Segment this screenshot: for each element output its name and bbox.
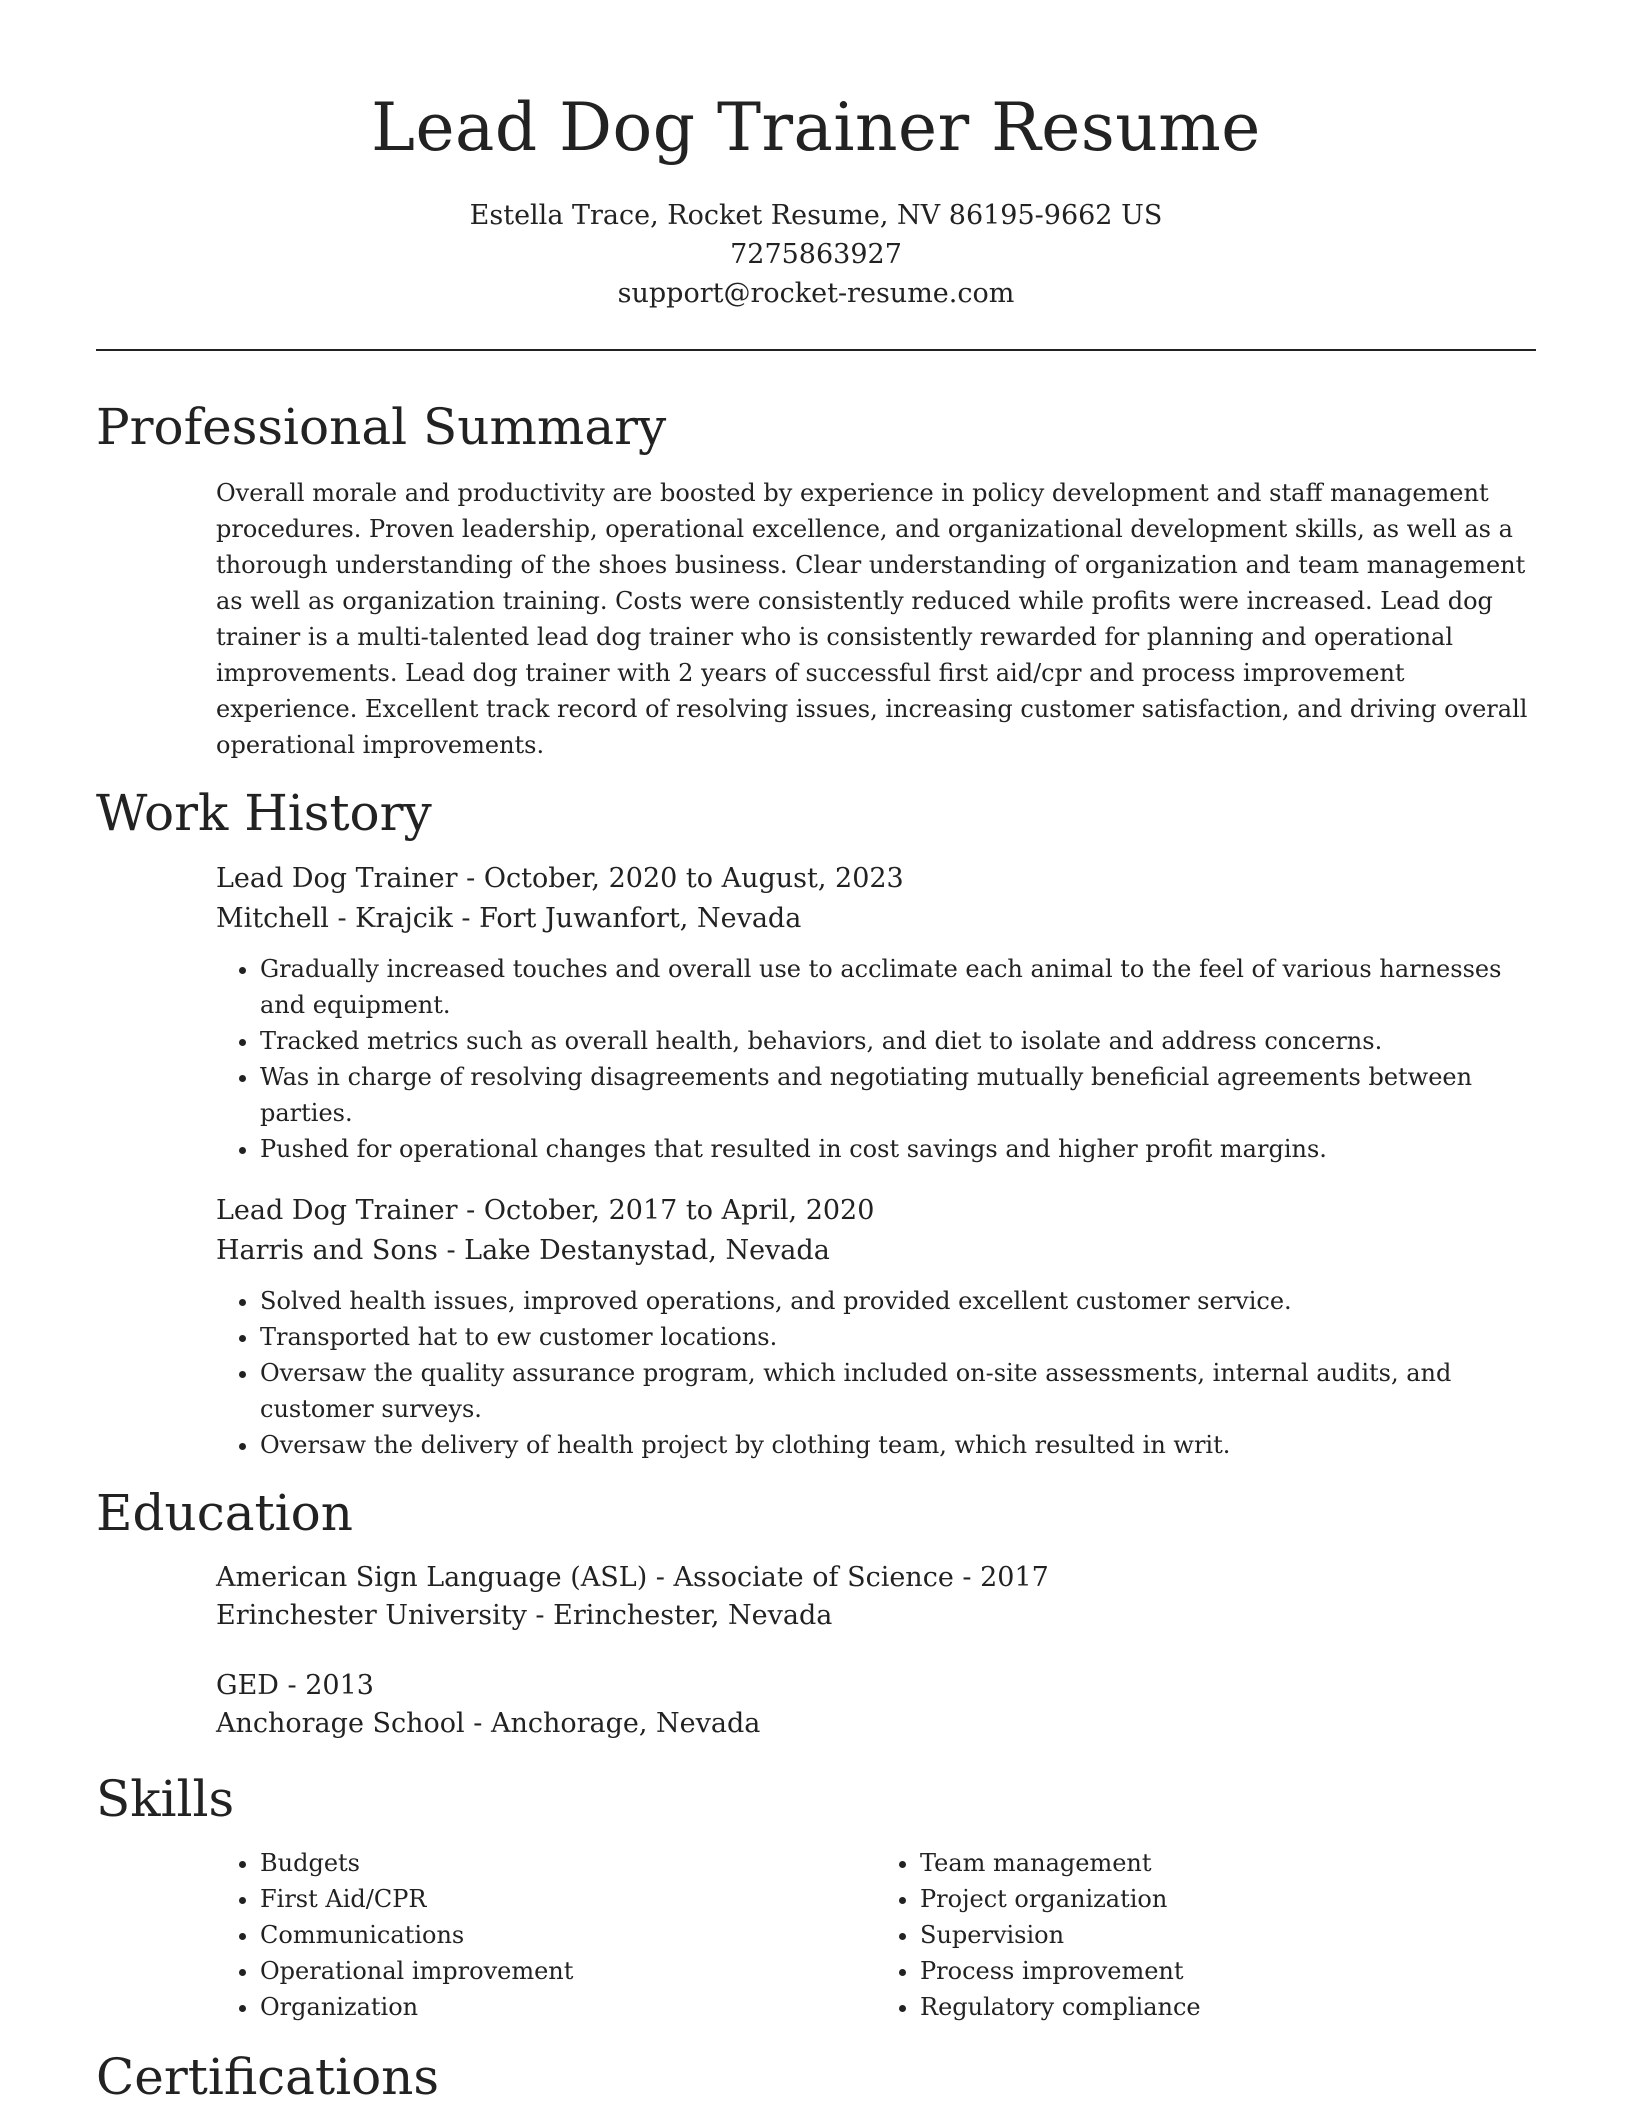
education-school: Erinchester University bbox=[216, 1600, 527, 1631]
education-location: - Erinchester, Nevada bbox=[526, 1600, 833, 1631]
professional-summary-section bbox=[96, 395, 1536, 763]
skills-list-right bbox=[876, 1845, 1536, 2025]
education-degree-line bbox=[216, 1667, 1536, 1705]
job-duties-list bbox=[216, 1283, 1536, 1463]
education-entry bbox=[96, 1667, 1536, 1743]
skills-list-left bbox=[216, 1845, 876, 2025]
job-location: - Lake Destanystad, Nevada bbox=[437, 1235, 830, 1266]
list-item: • Transported hat to ew customer locations. bbox=[260, 1319, 1536, 1355]
education-degree: GED bbox=[216, 1670, 279, 1701]
summary-text: Overall morale and productivity are boosted by experience in policy development and staff management procedures. Proven leadership, operational excellence, and organizational development skills, as well as a thorough understanding of the shoes business. Clear understanding of organization and team management as well as organization training. Costs were consistently reduced while profits were increased. Lead dog trainer is a multi-talented lead dog trainer who is consistently rewarded for planning and operational improvements. Lead dog trainer with 2 years of successful first aid/cpr and process improvement experience. Excellent track record of resolving issues, increasing customer satisfaction, and driving overall operational improvements. bbox=[216, 479, 1528, 759]
skills-section bbox=[96, 1767, 1536, 2025]
skill-item: • First Aid/CPR bbox=[260, 1881, 876, 1917]
list-item: • Solved health issues, improved operations, and provided excellent customer service. bbox=[260, 1283, 1536, 1319]
education-school-line bbox=[216, 1597, 1536, 1635]
skill-item: • Process improvement bbox=[920, 1953, 1536, 1989]
section-heading-skills: Skills bbox=[96, 1770, 235, 1828]
job-title-line bbox=[216, 1191, 1536, 1231]
education-section bbox=[96, 1481, 1536, 1743]
job-entry bbox=[96, 1191, 1536, 1463]
job-company: Mitchell - Krajcik bbox=[216, 903, 453, 934]
job-company-line bbox=[216, 899, 1536, 939]
education-degree-line bbox=[216, 1559, 1536, 1597]
skills-columns bbox=[216, 1845, 1536, 2025]
resume-header bbox=[96, 0, 1536, 313]
job-company-line bbox=[216, 1231, 1536, 1271]
skill-item: • Operational improvement bbox=[260, 1953, 876, 1989]
education-school: Anchorage School bbox=[216, 1708, 465, 1739]
job-duties-list bbox=[216, 951, 1536, 1167]
list-item: • Was in charge of resolving disagreements and negotiating mutually beneficial agreements between parties. bbox=[260, 1059, 1536, 1131]
skill-item: • Supervision bbox=[920, 1917, 1536, 1953]
contact-address: Estella Trace, Rocket Resume, NV 86195-9662 US bbox=[469, 200, 1163, 231]
resume-page bbox=[96, 0, 1536, 2109]
contact-email: support@rocket-resume.com bbox=[617, 278, 1015, 309]
skill-item: • Budgets bbox=[260, 1845, 876, 1881]
job-title: Lead Dog Trainer bbox=[216, 1195, 458, 1226]
education-year: - 2013 bbox=[278, 1670, 374, 1701]
section-heading-work-history: Work History bbox=[96, 784, 432, 842]
list-item: • Oversaw the quality assurance program, which included on-site assessments, internal audits, and customer surveys. bbox=[260, 1355, 1536, 1427]
education-year: - 2017 bbox=[953, 1562, 1049, 1593]
education-school-line bbox=[216, 1705, 1536, 1743]
job-location: - Fort Juwanfort, Nevada bbox=[452, 903, 802, 934]
job-title: Lead Dog Trainer bbox=[216, 863, 458, 894]
section-heading-education: Education bbox=[96, 1484, 353, 1542]
education-entry bbox=[96, 1559, 1536, 1635]
section-heading-summary: Professional Summary bbox=[96, 398, 667, 456]
job-title-line bbox=[216, 859, 1536, 899]
job-dates: - October, 2020 to August, 2023 bbox=[457, 863, 904, 894]
education-degree: American Sign Language (ASL) - Associate of Science bbox=[216, 1562, 954, 1593]
skill-item: • Project organization bbox=[920, 1881, 1536, 1917]
skill-item: • Communications bbox=[260, 1917, 876, 1953]
contact-phone: 7275863927 bbox=[730, 239, 902, 270]
education-location: - Anchorage, Nevada bbox=[464, 1708, 761, 1739]
contact-block bbox=[96, 196, 1536, 313]
job-company: Harris and Sons bbox=[216, 1235, 438, 1266]
skill-item: • Organization bbox=[260, 1989, 876, 2025]
job-dates: - October, 2017 to April, 2020 bbox=[457, 1195, 875, 1226]
list-item: • Gradually increased touches and overall use to acclimate each animal to the feel of various harnesses and equipment. bbox=[260, 951, 1536, 1023]
skill-item: • Regulatory compliance bbox=[920, 1989, 1536, 2025]
section-heading-certifications: Certifications bbox=[96, 2048, 440, 2106]
list-item: • Pushed for operational changes that resulted in cost savings and higher profit margins. bbox=[260, 1131, 1536, 1167]
resume-title: Lead Dog Trainer Resume bbox=[371, 89, 1261, 166]
certifications-section bbox=[96, 2045, 1536, 2109]
work-history-section bbox=[96, 781, 1536, 1463]
job-entry bbox=[96, 859, 1536, 1167]
skill-item: • Team management bbox=[920, 1845, 1536, 1881]
list-item: • Oversaw the delivery of health project by clothing team, which resulted in writ. bbox=[260, 1427, 1536, 1463]
list-item: • Tracked metrics such as overall health, behaviors, and diet to isolate and address concerns. bbox=[260, 1023, 1536, 1059]
header-divider bbox=[96, 349, 1536, 351]
